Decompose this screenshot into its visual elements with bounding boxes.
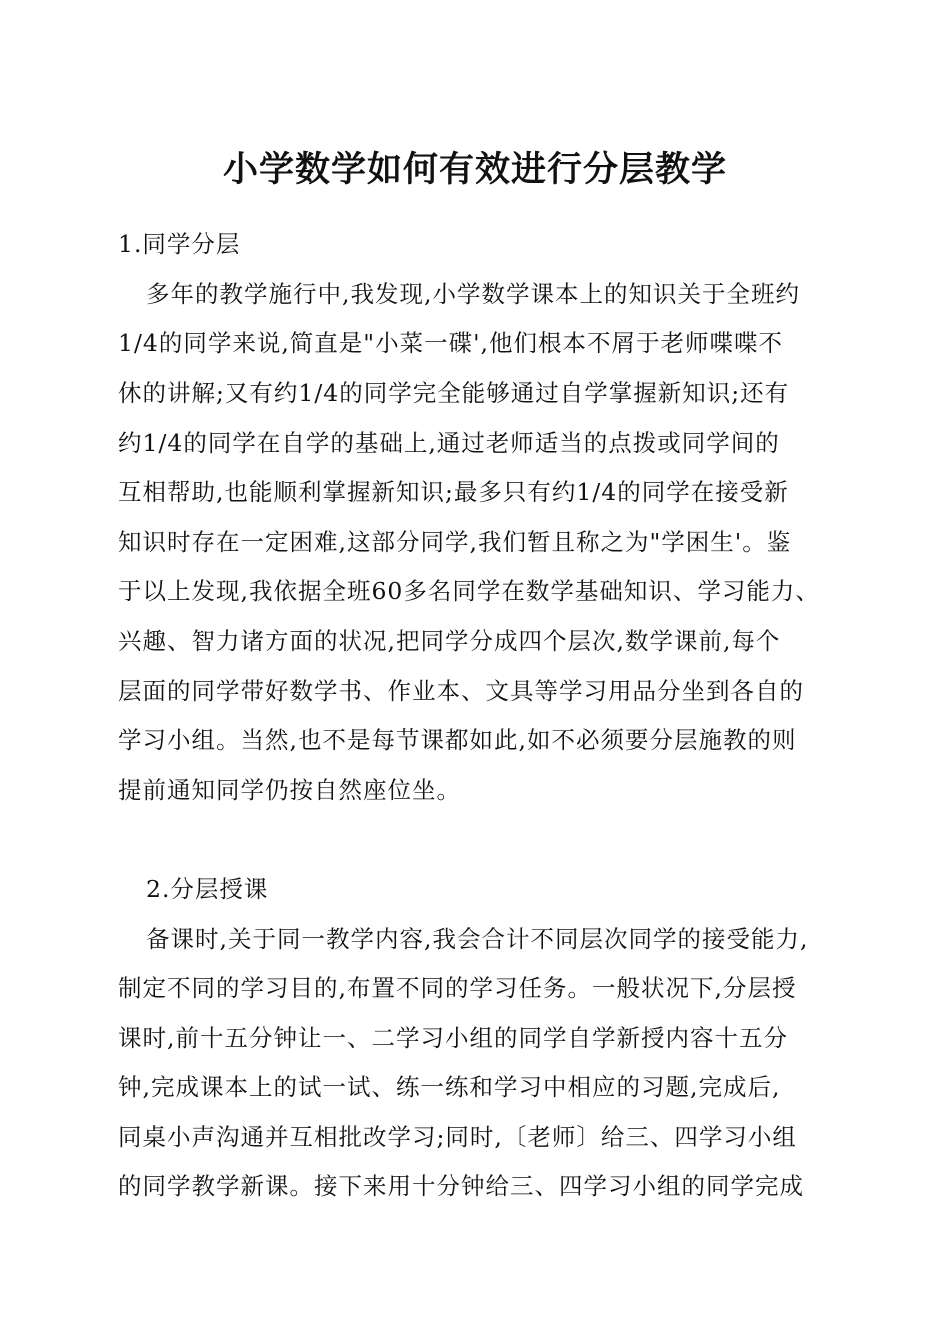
paragraph-line: 钟,完成课本上的试一试、练一练和学习中相应的习题,完成后, bbox=[118, 1073, 781, 1101]
paragraph-line: 提前通知同学仍按自然座位坐。 bbox=[118, 776, 461, 804]
paragraph-line: 备课时,关于同一教学内容,我会合计不同层次同学的接受能力, bbox=[146, 925, 809, 953]
section-heading-2: 2.分层授课 bbox=[146, 875, 269, 903]
paragraph-line: 知识时存在一定困难,这部分同学,我们暂且称之为"学困生'。鉴 bbox=[118, 528, 792, 556]
section-heading-1: 1.同学分层 bbox=[118, 230, 241, 258]
paragraph-line: 制定不同的学习目的,布置不同的学习任务。一般状况下,分层授 bbox=[118, 974, 797, 1002]
paragraph-line: 同桌小声沟通并互相批改学习;同时,〔老师〕给三、四学习小组 bbox=[118, 1123, 797, 1151]
paragraph-line: 1/4的同学来说,简直是"小菜一碟',他们根本不屑于老师喋喋不 bbox=[118, 329, 784, 357]
paragraph-line: 兴趣、智力诸方面的状况,把同学分成四个层次,数学课前,每个 bbox=[118, 627, 781, 655]
paragraph-line: 于以上发现,我依据全班60多名同学在数学基础知识、学习能力、 bbox=[118, 577, 820, 605]
paragraph-line: 的同学教学新课。接下来用十分钟给三、四学习小组的同学完成 bbox=[118, 1172, 804, 1200]
document-title: 小学数学如何有效进行分层教学 bbox=[222, 149, 727, 190]
paragraph-line: 多年的教学施行中,我发现,小学数学课本上的知识关于全班约 bbox=[146, 280, 800, 308]
paragraph-line: 层面的同学带好数学书、作业本、文具等学习用品分坐到各自的 bbox=[118, 677, 804, 705]
paragraph-line: 课时,前十五分钟让一、二学习小组的同学自学新授内容十五分 bbox=[118, 1024, 788, 1052]
paragraph-line: 约1/4的同学在自学的基础上,通过老师适当的点拨或同学间的 bbox=[118, 429, 780, 457]
paragraph-line: 学习小组。当然,也不是每节课都如此,如不必须要分层施教的则 bbox=[118, 726, 797, 754]
paragraph-line: 互相帮助,也能顺利掌握新知识;最多只有约1/4的同学在接受新 bbox=[118, 478, 789, 506]
paragraph-line: 休的讲解;又有约1/4的同学完全能够通过自学掌握新知识;还有 bbox=[118, 379, 790, 407]
